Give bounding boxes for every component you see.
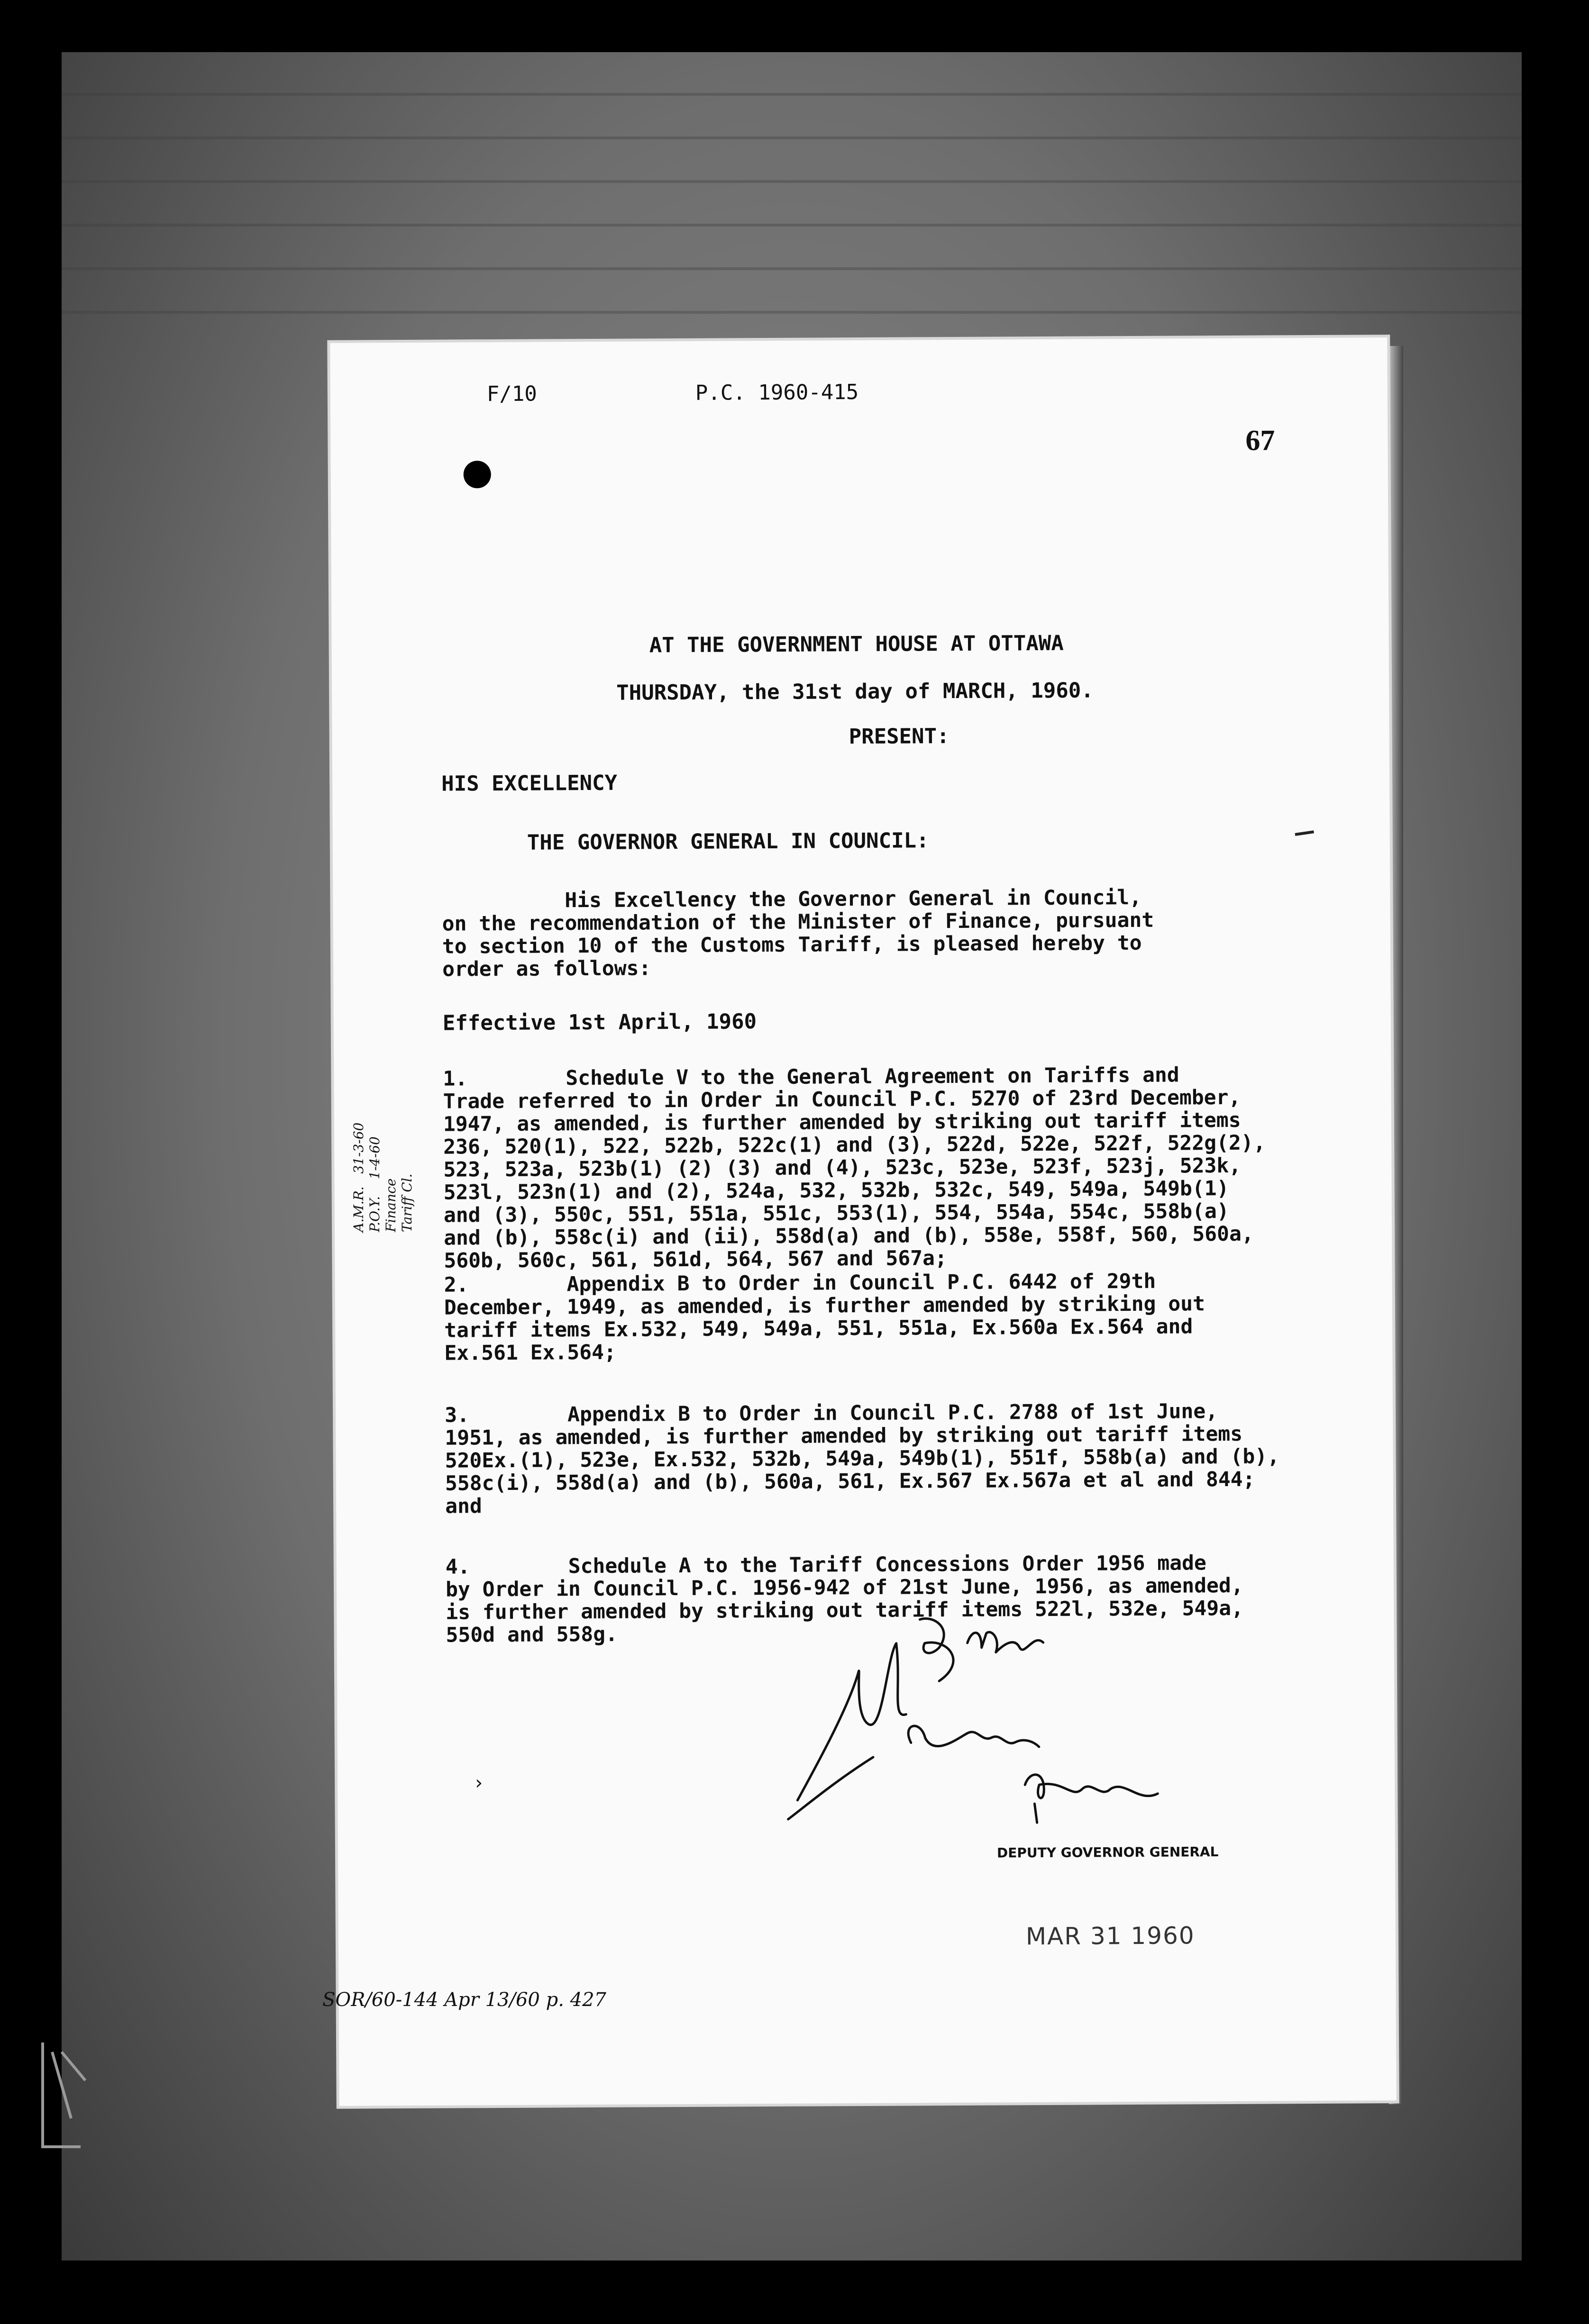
governor-general-in-council: THE GOVERNOR GENERAL IN COUNCIL: <box>527 828 929 855</box>
deputy-governor-general-title: DEPUTY GOVERNOR GENERAL <box>996 1844 1219 1861</box>
sor-reference-note: SOR/60-144 Apr 13/60 p. 427 <box>322 1989 606 2011</box>
paragraph-2: 2. Appendix B to Order in Council P.C. 6442 of 29th December, 1949, as amended, is further amended by striking out tariff items Ex.532, 549, 549a, 551, 551a, Ex.560a Ex.564 and Ex.561 Ex.564; <box>444 1269 1205 1365</box>
handwritten-signatures <box>777 1599 1205 1867</box>
heading-present: PRESENT: <box>849 724 950 749</box>
dash-mark <box>1295 830 1314 836</box>
background-ruled-lines <box>62 52 1522 336</box>
heading-location: AT THE GOVERNMENT HOUSE AT OTTAWA <box>649 631 1064 658</box>
file-tag: F/10 <box>486 381 537 407</box>
margin-handwritten-notes: A.M.R. 31-3-60 P.O.Y. 1-4-60 Finance Tariff Cl. <box>351 1122 415 1232</box>
chevron-mark: › <box>475 1772 483 1794</box>
page-number: 67 <box>1245 424 1275 457</box>
punch-hole-icon <box>464 461 491 488</box>
paragraph-4: 4. Schedule A to the Tariff Concessions Order 1956 made by Order in Council P.C. 1956-942 of 21st June, 1956, as amended, is further amended by striking out tariff items 522l, 532e, 549a, 550d and 558g. <box>445 1551 1244 1647</box>
document-page <box>330 337 1396 2106</box>
effective-date: Effective 1st April, 1960 <box>442 1009 757 1035</box>
heading-date: THURSDAY, the 31st day of MARCH, 1960. <box>616 678 1094 705</box>
order-number: P.C. 1960-415 <box>695 380 859 405</box>
intro-paragraph: His Excellency the Governor General in Council, on the recommendation of the Minister of Finance, pursuant to section 10 of the Customs Tariff, is pleased hereby to order as follows: <box>442 885 1154 981</box>
date-stamp: MAR 31 1960 <box>1025 1922 1195 1951</box>
his-excellency: HIS EXCELLENCY <box>441 771 618 796</box>
corner-scan-mark <box>14 2024 109 2166</box>
paragraph-1: 1. Schedule V to the General Agreement on Tariffs and Trade referred to in Order in Council P.C. 5270 of 23rd December, 1947, as amended, is further amended by striking out tariff items 236, 520(1), 522, 522b, 522c(1) and (3), 522d, 522e, 522f, 522g(2), 523, 523a, 523b(1) (2) (3) and (4), 523c, 523e, 523f, 523j, 523k, 523l, 523n(1) and (2), 524a, 532, 532b, 532c, 549, 549a, 549b(1) and (3), 550c, 551, 551a, 551c, 553(1), 554, 554a, 554c, 558b(a) and (b), 558c(i) and (ii), 558d(a) and (b), 558e, 558f, 560, 560a, 560b, 560c, 561, 561d, 564, 567 and 567a; <box>443 1063 1266 1273</box>
paragraph-3: 3. Appendix B to Order in Council P.C. 2788 of 1st June, 1951, as amended, is further amended by striking out tariff items 520Ex.(1), 523e, Ex.532, 532b, 549a, 549b(1), 551f, 558b(a) and (b), 558c(i), 558d(a) and (b), 560a, 561, Ex.567 Ex.567a et al and 844; and <box>444 1399 1280 1518</box>
